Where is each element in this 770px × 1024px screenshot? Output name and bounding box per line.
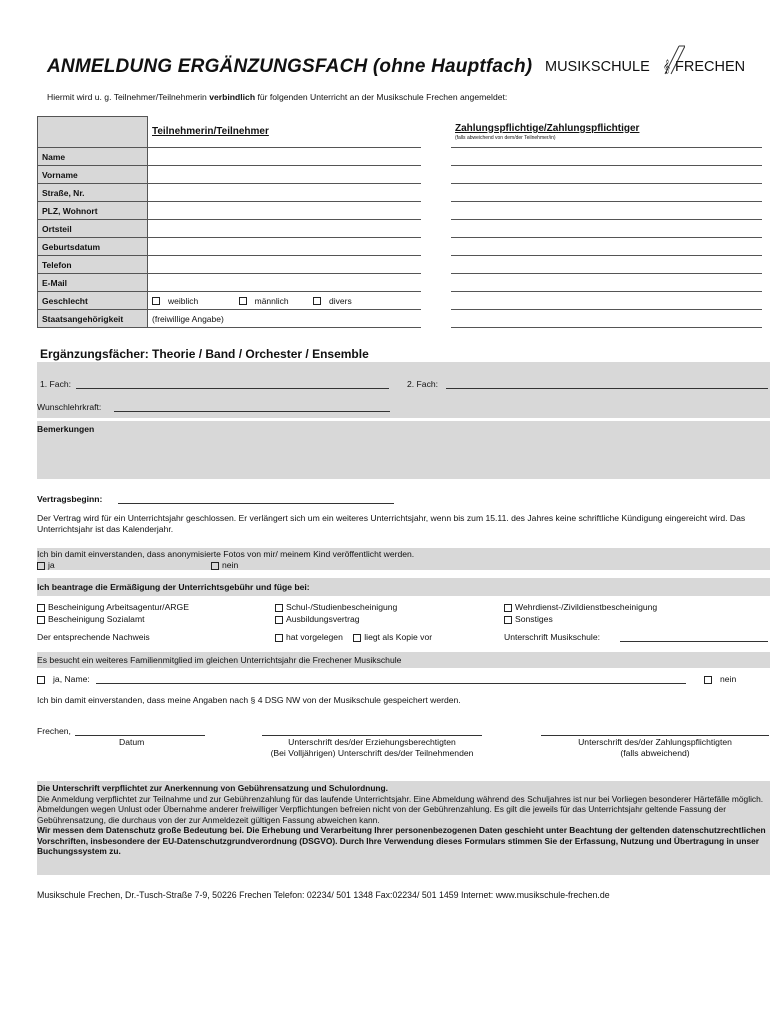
participant-field[interactable] [148, 148, 422, 166]
table-row [38, 166, 763, 184]
subjects-title: Ergänzungsfächer: Theorie / Band / Orchester / Ensemble [40, 347, 369, 361]
nationality-label: Staatsangehörigkeit [38, 310, 148, 328]
form-title: ANMELDUNG ERGÄNZUNGSFACH (ohne Hauptfach) [47, 56, 533, 77]
payer-field[interactable] [451, 310, 762, 328]
contract-start-input[interactable] [118, 503, 394, 504]
reduction-col1: Bescheinigung Arbeitsagentur/ARGE Bescheinigung Sozialamt [37, 601, 189, 625]
payer-field[interactable] [451, 292, 762, 310]
photos-text: Ich bin damit einverstanden, dass anonymisierte Fotos von mir/ meinem Kind veröffentlicht werden. [37, 549, 415, 559]
payer-field[interactable] [451, 202, 762, 220]
table-row [38, 310, 763, 328]
participant-field[interactable] [148, 238, 422, 256]
remarks-label: Bemerkungen [37, 424, 95, 434]
fach1-label: 1. Fach: [40, 379, 72, 389]
fach1-input[interactable] [76, 388, 389, 389]
gender-options: weiblich männlich divers [148, 292, 422, 310]
row-label: PLZ, Wohnort [38, 202, 148, 220]
table-row [38, 238, 763, 256]
checkbox-schule[interactable] [275, 604, 283, 612]
reduction-title: Ich beantrage die Ermäßigung der Unterrichtsgebühr und füge bei: [37, 582, 310, 592]
guardian-signature-line[interactable] [262, 735, 482, 736]
table-row [38, 220, 763, 238]
reduction-col3: Wehrdienst-/Zivildienstbescheinigung Sonstiges [504, 601, 657, 625]
participant-header: Teilnehmerin/Teilnehmer [152, 126, 269, 138]
checkbox-photos-yes[interactable] [37, 562, 45, 570]
photos-yes: ja [37, 560, 55, 570]
family-name-input[interactable] [96, 683, 686, 684]
reduction-col2: Schul-/Studienbescheinigung Ausbildungsvertrag [275, 601, 397, 625]
family-text: Es besucht ein weiteres Familienmitglied im gleichen Unterrichtsjahr die Frechener Musikschule [37, 655, 402, 665]
payer-field[interactable] [451, 274, 762, 292]
contract-text: Der Vertrag wird für ein Unterrichtsjahr geschlossen. Er verlängert sich um ein weiteres Unterrichtsjahr, wenn bis zum 15.11. des Jahres keine schriftliche Kündigung eingereicht wird. Das Unterrichtsjahr ist das Kalenderjahr. [37, 513, 746, 534]
teacher-input[interactable] [114, 411, 390, 412]
checkbox-sozialamt[interactable] [37, 616, 45, 624]
fach2-label: 2. Fach: [407, 379, 439, 389]
participant-field[interactable] [148, 274, 422, 292]
checkbox-female[interactable] [152, 297, 160, 305]
row-label: Name [38, 148, 148, 166]
participant-field[interactable] [148, 220, 422, 238]
guardian-signature-label: Unterschrift des/der Erziehungsberechtigten (Bei Volljährigen) Unterschrift des/der Teilnehmenden [270, 737, 474, 758]
registration-table [37, 116, 762, 328]
svg-text:𝄞: 𝄞 [663, 59, 671, 73]
row-label: Ortsteil [38, 220, 148, 238]
table-row [38, 148, 763, 166]
brand-name: MUSIKSCHULE [545, 59, 650, 75]
consent-text: Ich bin damit einverstanden, dass meine Angaben nach § 4 DSG NW von der Musikschule gespeichert werden. [37, 695, 461, 705]
nationality-field[interactable]: (freiwillige Angabe) [148, 310, 422, 328]
checkbox-sonstiges[interactable] [504, 616, 512, 624]
checkbox-proof-copy[interactable] [353, 634, 361, 642]
date-label: Datum [119, 737, 145, 747]
participant-field[interactable] [148, 184, 422, 202]
table-row [38, 274, 763, 292]
checkbox-family-no[interactable] [704, 676, 712, 684]
payer-field[interactable] [451, 220, 762, 238]
proof-options: hat vorgelegen liegt als Kopie vor [275, 632, 432, 642]
proof-label: Der entsprechende Nachweis [37, 632, 150, 642]
table-row [38, 256, 763, 274]
teacher-label: Wunschlehrkraft: [37, 402, 102, 412]
table-header-row [38, 117, 763, 148]
payer-header: Zahlungspflichtige/Zahlungspflichtiger [455, 122, 640, 134]
payer-field[interactable] [451, 148, 762, 166]
notice-text: Die Unterschrift verpflichtet zur Anerkennung von Gebührensatzung und Schulordnung. Die Anmeldung verpflichtet zur Teilnahme und zur Gebührenzahlung für das laufende Unterrichtsjahr. Eine Abmeldung während des Schuljahres ist nur bei Vorliegen besonderer Härtefälle möglich. Abmeldungen wegen Unlust oder Übernahme anderer freiwilliger Verpflichtungen befreien nicht von der Gebührenzahlung. Es gilt die jeweils für das Unterrichtsjahr geltende Fassung der Gebührensatzung, die durchaus von der zur Anmeldezeit gültigen Fassung abweichen kann. Wir messen dem Datenschutz große Bedeutung bei. Die Erhebung und Verarbeitung Ihrer personenbezogenen Daten geschieht unter Beachtung der geltenden datenschutzrechtlichen Vorschriften, insbesondere der EU-Datenschutzgrundverordnung (DSGVO). Durch Ihre Verwendung dieses Formulars stimmen Sie der Erfassung, Nutzung und Übertragung in unser Buchungssystem zu. [37, 783, 766, 856]
checkbox-wehrdienst[interactable] [504, 604, 512, 612]
payer-signature-line[interactable] [541, 735, 769, 736]
checkbox-arbeitsagentur[interactable] [37, 604, 45, 612]
table-row [38, 184, 763, 202]
participant-field[interactable] [148, 202, 422, 220]
school-signature-line[interactable] [620, 641, 768, 642]
checkbox-proof-presented[interactable] [275, 634, 283, 642]
intro-text: Hiermit wird u. g. Teilnehmer/Teilnehmerin verbindlich für folgenden Unterricht an der Musikschule Frechen angemeldet: [47, 92, 508, 102]
checkbox-photos-no[interactable] [211, 562, 219, 570]
payer-field[interactable] [451, 184, 762, 202]
payer-field[interactable] [451, 256, 762, 274]
table-row [38, 202, 763, 220]
subjects-band [37, 362, 770, 418]
checkbox-male[interactable] [239, 297, 247, 305]
family-yes: ja, Name: [37, 674, 90, 684]
row-label: Straße, Nr. [38, 184, 148, 202]
date-line[interactable] [75, 735, 205, 736]
brand-city: FRECHEN [675, 59, 746, 75]
contract-start-label: Vertragsbeginn: [37, 494, 103, 504]
participant-field[interactable] [148, 166, 422, 184]
footer-address: Musikschule Frechen, Dr.-Tusch-Straße 7-9, 50226 Frechen Telefon: 02234/ 501 1348 Fax:02234/ 501 1459 Internet: www.musikschule-frechen.de [37, 890, 610, 900]
payer-field[interactable] [451, 238, 762, 256]
fach2-input[interactable] [446, 388, 768, 389]
checkbox-family-yes[interactable] [37, 676, 45, 684]
remarks-band [37, 421, 770, 479]
family-no: nein [704, 674, 736, 684]
payer-signature-label: Unterschrift des/der Zahlungspflichtigten (falls abweichend) [578, 737, 732, 758]
gender-label: Geschlecht [38, 292, 148, 310]
row-label: Geburtsdatum [38, 238, 148, 256]
participant-field[interactable] [148, 256, 422, 274]
photos-no: nein [211, 560, 238, 570]
checkbox-diverse[interactable] [313, 297, 321, 305]
payer-field[interactable] [451, 166, 762, 184]
school-signature-label: Unterschrift Musikschule: [504, 632, 600, 642]
row-label: E-Mail [38, 274, 148, 292]
checkbox-ausbildung[interactable] [275, 616, 283, 624]
table-row [38, 292, 763, 310]
row-label: Vorname [38, 166, 148, 184]
row-label: Telefon [38, 256, 148, 274]
place-label: Frechen, [37, 726, 71, 736]
payer-subheader: (falls abweichend von dem/der Teilnehmer/in) [455, 134, 556, 141]
